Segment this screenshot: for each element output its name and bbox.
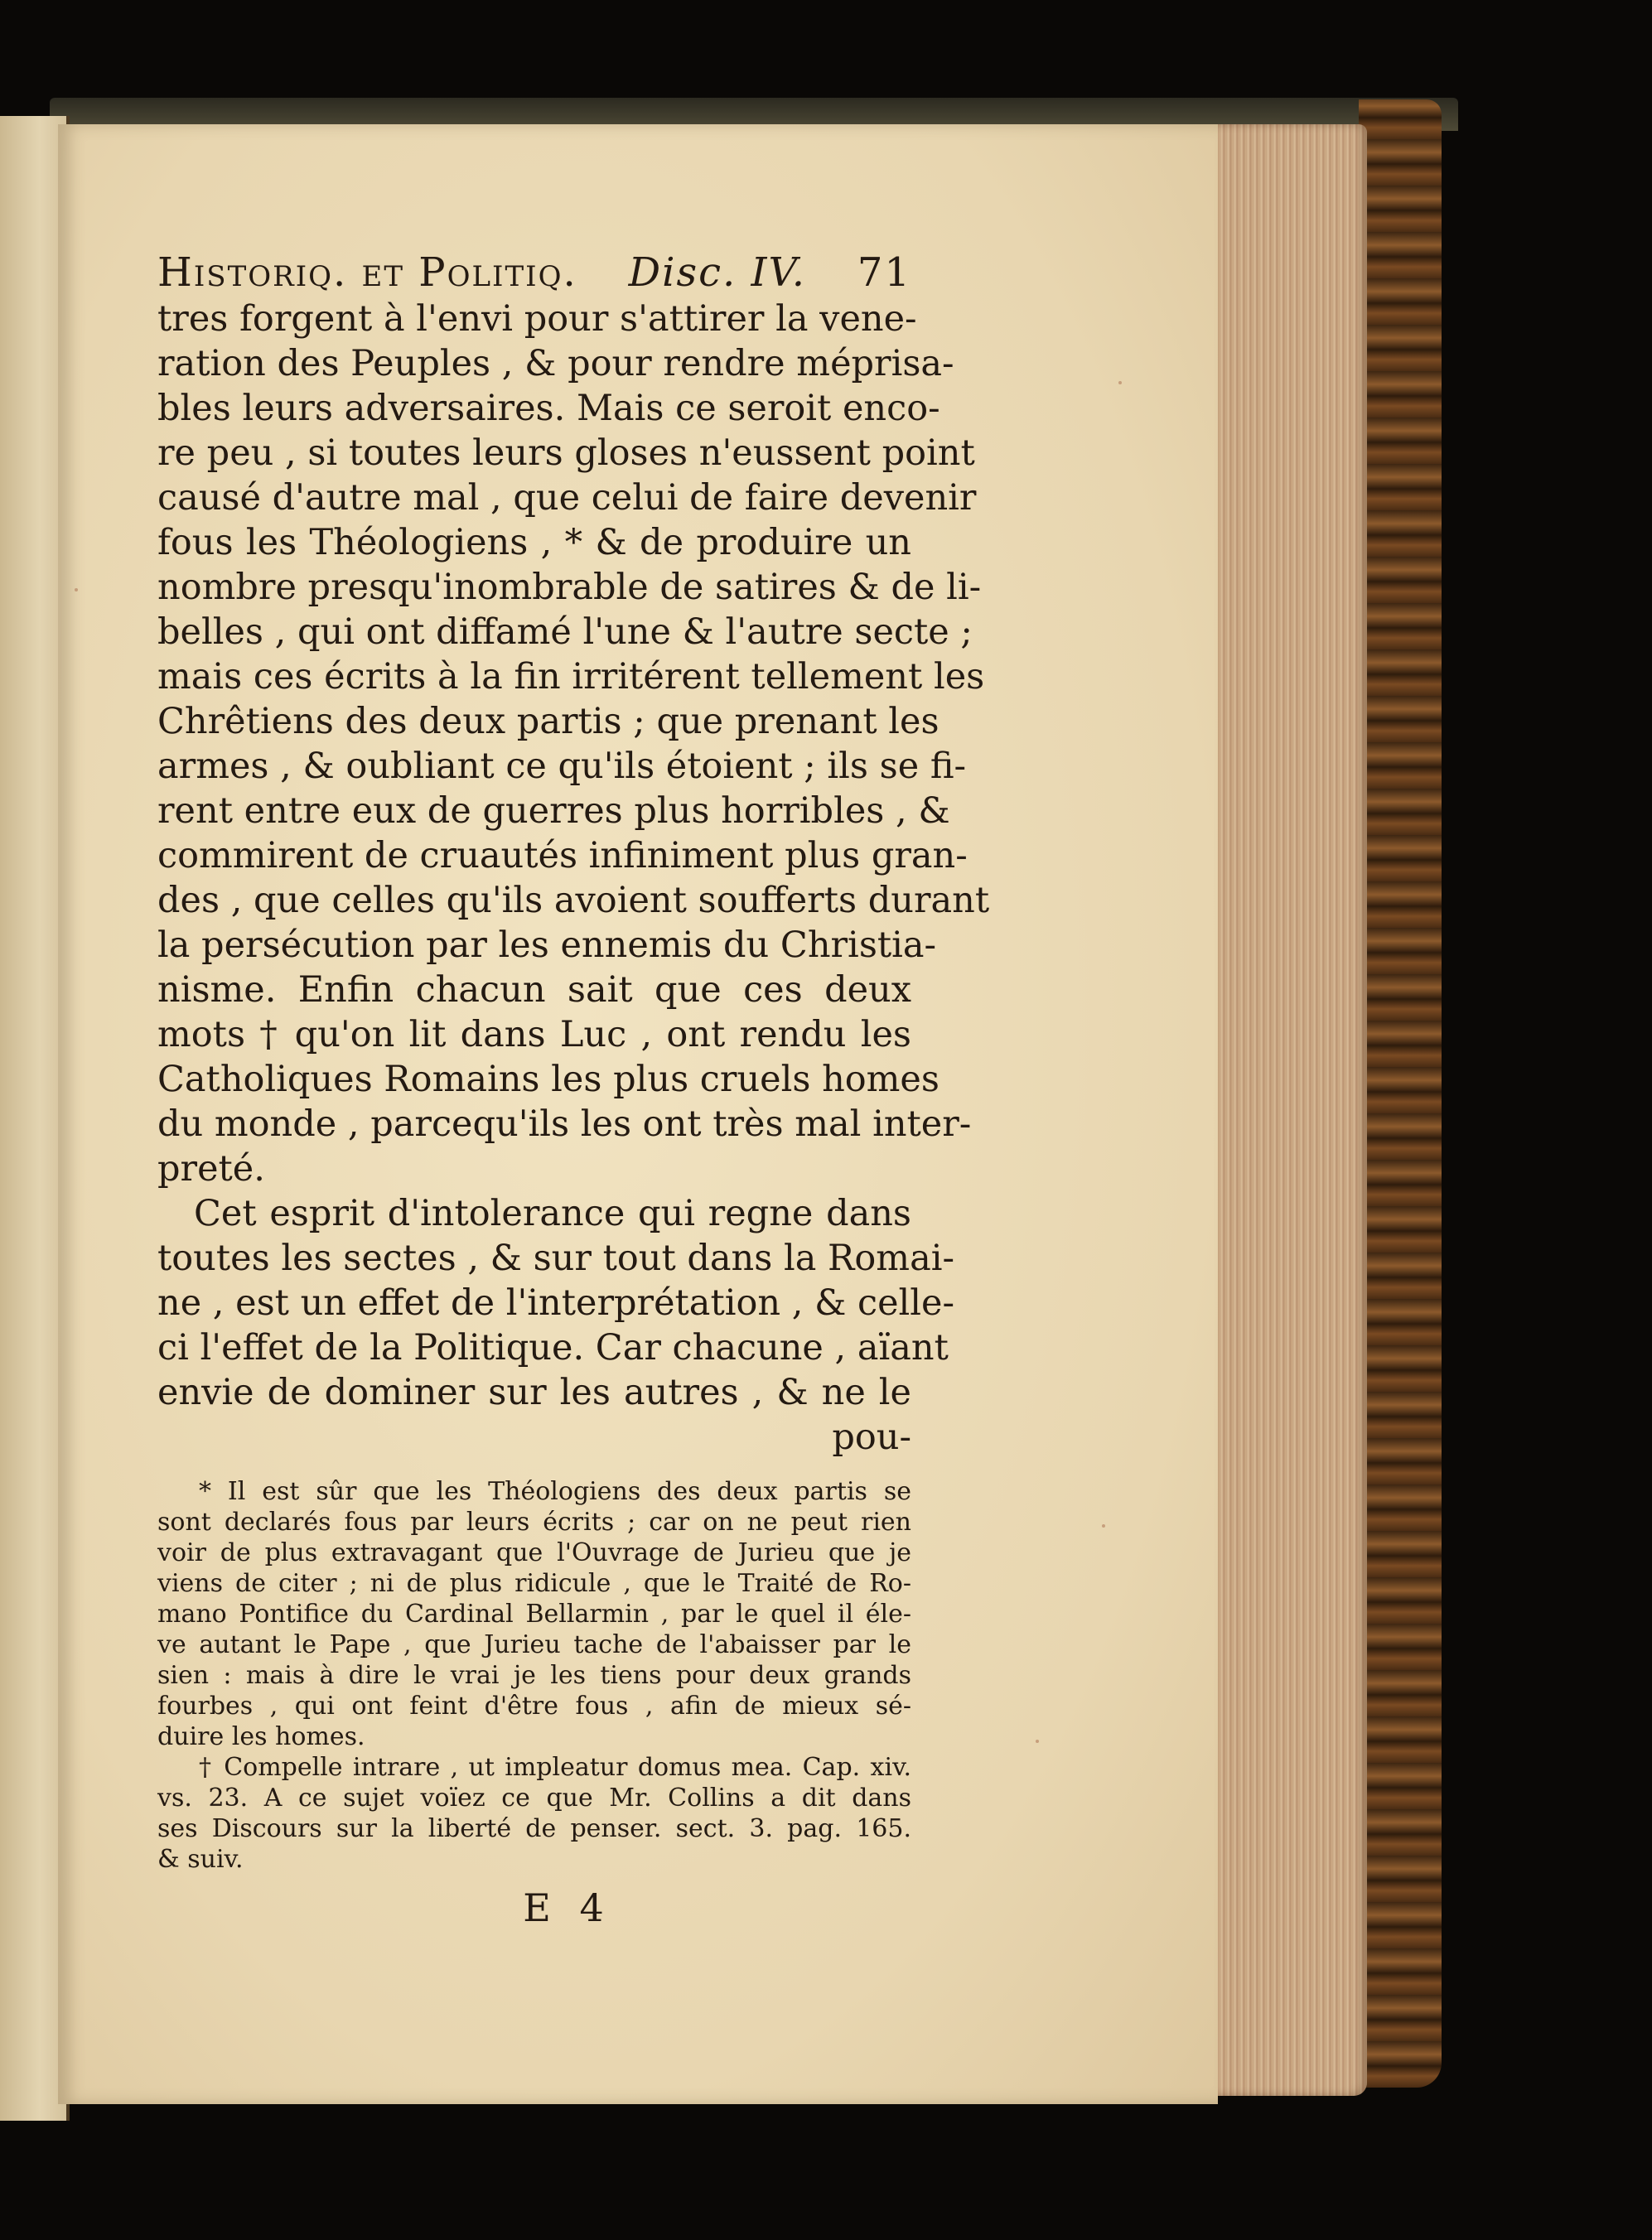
body-line: armes , & oubliant ce qu'ils étoient ; ils se fi- (157, 746, 967, 787)
footnote-line: voir de plus extravagant que l'Ouvrage de Jurieu que je (157, 1538, 911, 1567)
body-line: toutes les sectes , & sur tout dans la Romai- (157, 1238, 954, 1279)
running-header (157, 249, 911, 297)
footnotes (157, 1476, 911, 1875)
running-title: Historiq. et Politiq. (157, 249, 577, 296)
body-text (157, 297, 990, 1460)
discourse-label: Disc. IV. (628, 249, 806, 296)
body-line: Cet esprit d'intolerance qui regne dans (194, 1193, 911, 1234)
body-line: belles , qui ont diffamé l'une & l'autre secte ; (157, 611, 973, 653)
body-line: re peu , si toutes leurs gloses n'eussent point (157, 432, 975, 474)
page-block-edge (1193, 124, 1367, 2096)
text-block (157, 249, 990, 1931)
body-line: fous les Théologiens , * & de produire un (157, 522, 911, 563)
body-line: nisme. Enfin chacun sait que ces deux (157, 969, 911, 1011)
body-line: tres forgent à l'envi pour s'attirer la vene- (157, 298, 917, 340)
body-line: ci l'effet de la Politique. Car chacune , aïant (157, 1327, 949, 1369)
book-binding (1359, 99, 1442, 2088)
footnote-line: ses Discours sur la liberté de penser. sect. 3. pag. 165. (157, 1814, 911, 1843)
body-line: envie de dominer sur les autres , & ne le (157, 1372, 911, 1413)
footnote-line: duire les homes. (157, 1722, 365, 1751)
body-line: la persécution par les ennemis du Christia- (157, 924, 937, 966)
footnote-line: sien : mais à dire le vrai je les tiens pour deux grands (157, 1661, 911, 1690)
body-line: des , que celles qu'ils avoient soufferts durant (157, 880, 990, 921)
footnote-line: * Il est sûr que les Théologiens des deux partis se (199, 1477, 911, 1506)
body-line: Catholiques Romains les plus cruels homes (157, 1059, 940, 1100)
body-line: Chrêtiens des deux partis ; que prenant les (157, 701, 940, 742)
catchword: pou- (832, 1417, 911, 1458)
body-line: commirent de cruautés infiniment plus gran- (157, 835, 968, 876)
footnote-line: † Compelle intrare , ut impleatur domus mea. Cap. xiv. (199, 1753, 911, 1782)
body-line: mots † qu'on lit dans Luc , ont rendu les (157, 1014, 911, 1055)
body-line: ration des Peuples , & pour rendre méprisa- (157, 343, 954, 384)
body-line: bles leurs adversaires. Mais ce seroit enco- (157, 388, 940, 429)
page-number: 71 (857, 249, 911, 296)
footnote-line: & suiv. (157, 1845, 244, 1874)
body-line: causé d'autre mal , que celui de faire devenir (157, 477, 977, 519)
body-line: du monde , parcequ'ils les ont très mal inter- (157, 1103, 972, 1145)
body-line: rent entre eux de guerres plus horribles , & (157, 790, 950, 832)
footnote-line: vs. 23. A ce sujet voïez ce que Mr. Collins a dit dans (157, 1784, 911, 1813)
body-line: mais ces écrits à la fin irritérent tellement les (157, 656, 985, 698)
footnote-line: mano Pontifice du Cardinal Bellarmin , par le quel il éle- (157, 1600, 911, 1629)
body-line: ne , est un effet de l'interprétation , & celle- (157, 1282, 955, 1324)
footnote-line: ve autant le Pape , que Jurieu tache de l'abaisser par le (157, 1630, 911, 1659)
body-line: nombre presqu'inombrable de satires & de li- (157, 567, 982, 608)
signature-mark: E 4 (523, 1885, 612, 1930)
footnote-line: fourbes , qui ont feint d'être fous , afin de mieux sé- (157, 1692, 911, 1721)
body-line: preté. (157, 1148, 265, 1190)
footnote-line: sont declarés fous par leurs écrits ; car on ne peut rien (157, 1508, 911, 1537)
footnote-line: viens de citer ; ni de plus ridicule , que le Traité de Ro- (157, 1569, 911, 1598)
